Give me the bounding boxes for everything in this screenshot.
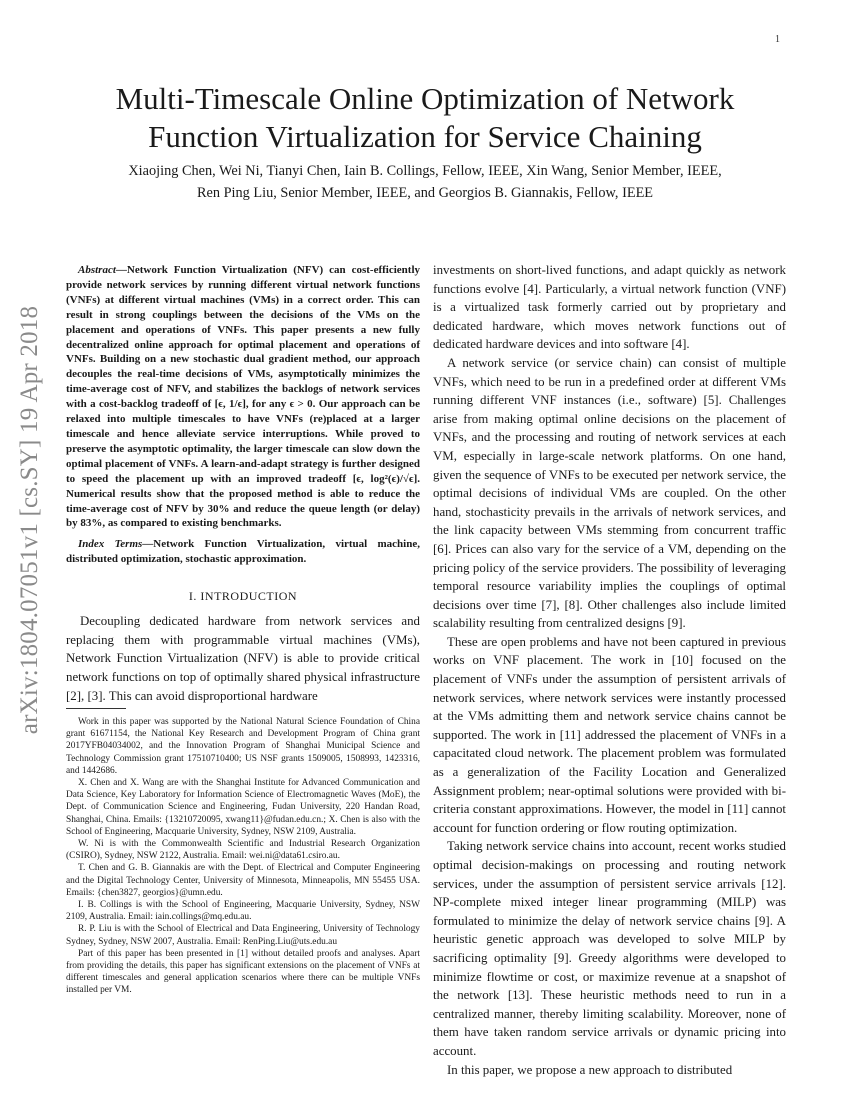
left-column [66, 263, 420, 705]
abstract [66, 263, 420, 531]
abstract-label: Abstract [78, 264, 116, 276]
section-heading-introduction: I. INTRODUCTION [188, 589, 298, 604]
authors-line-1: Xiaojing Chen, Wei Ni, Tianyi Chen, Iain B. Collings, Fellow, IEEE, Xin Wang, Senior Member, IEEE, [128, 163, 722, 179]
author-list [70, 160, 780, 204]
footnote-affiliation-collings: I. B. Collings is with the School of Engineering, Macquarie University, Sydney, NSW 2109, Australia. Email: iain.collings@mq.edu.au. [66, 900, 420, 923]
right-column [433, 261, 786, 1079]
authors-line-2: Ren Ping Liu, Senior Member, IEEE, and Georgios B. Giannakis, Fellow, IEEE [196, 185, 654, 201]
footnote-funding: Work in this paper was supported by the National Natural Science Foundation of China grant 61671154, the National Key Research and Development Program of China grant 2017YFB04034002, and the Innovation Program of Shanghai Municipal Science and Technology Commission grant 17510710400; US NSF grants 1509005, 1508993, 1423316, and 1442686. [66, 717, 420, 776]
footnote-prior-work: Part of this paper has been presented in [1] without detailed proofs and analyses. Apart from providing the details, this paper has significant extensions on the placement of VNFs at different timescales and general application scenarios where there can be multiple VNFs installed per VM. [66, 948, 420, 996]
footnote-affiliation-ni: W. Ni is with the Commonwealth Scientific and Industrial Research Organization (CSIRO), Sydney, NSW 2122, Australia. Email: wei.ni@data61.csiro.au. [66, 839, 420, 862]
body-paragraph: In this paper, we propose a new approach to distributed [447, 1062, 733, 1077]
paper-title [60, 80, 790, 156]
intro-paragraph: Decoupling dedicated hardware from network services and replacing them with programmable virtual machines (VMs), Network Function Virtualization (NFV) is able to provide critical network functions on top of optimally shared physical infrastructure [2], [3]. This can avoid disproportional hardware [66, 614, 420, 703]
abstract-text: —Network Function Virtualization (NFV) can cost-efficiently provide network services by running different virtual network functions (VNFs) at different virtual machines (VMs) in a correct order. This can result in strong couplings between the decisions of the VMs on the placement and operations of VNFs. This paper presents a new fully decentralized online approach for optimal placement and operations of VNFs. Building on a new stochastic dual gradient method, our approach decouples the real-time decisions of VMs, asymptotically minimizes the time-average cost of NFV, and stabilizes the backlogs of network services with a cost-backlog tradeoff of [ϵ, 1/ϵ], for any ϵ > 0. Our approach can be relaxed into multiple timescales to have VNFs (re)placed at a larger timescale and hence alleviate service interruptions. While proved to preserve the asymptotic optimality, the larger timescale can slow down the optimal placement of VNFs. A learn-and-adapt strategy is further designed to speed the placement up with an improved tradeoff [ϵ, log²(ϵ)/√ϵ]. Numerical results show that the proposed method is able to reduce the time-average cost of NFV by 30% and reduce the queue length (or delay) by 83%, as compared to existing benchmarks. [66, 264, 420, 530]
footnote-affiliation-chen-giannakis: T. Chen and G. B. Giannakis are with the Dept. of Electrical and Computer Engineering and the Digital Technology Center, University of Minnesota, Minneapolis, MN 55455 USA. Emails: {chen3827, georgios}@umn.edu. [66, 863, 420, 898]
body-paragraph-continuation: investments on short-lived functions, and adapt quickly as network functions evolve [4]. Particularly, a virtual network function (VNF) is a virtualized task formerly carried out by proprietary and dedicated hardware, which moves network functions out of dedicated hardware devices and into software [4]. [433, 263, 786, 352]
footnote-affiliation-chen-wang: X. Chen and X. Wang are with the Shanghai Institute for Advanced Communication and Data Science, Key Laboratory for Information Science of Electromagnetic Waves (MoE), the Dept. of Communication Science and Engineering, Fudan University, 220 Handan Road, Shanghai, China. Emails: {13210720095, xwang11}@fudan.edu.cn.; X. Chen is also with the School of Engineering, Macquarie University, Sydney, NSW 2109, Australia. [66, 778, 420, 837]
arxiv-stamp [4, 265, 56, 775]
footnotes [66, 716, 420, 997]
arxiv-stamp-text: arXiv:1804.07051v1 [cs.SY] 19 Apr 2018 [16, 305, 43, 735]
body-paragraph: These are open problems and have not been captured in previous works on VNF placement. The work in [10] focused on the placement of VNFs under the assumption of persistent arrivals of network services, where network services were instantly processed at the VMs admitting them and network service chains cannot be supported. The work in [11] addressed the placement of VNFs in a capacitated cloud network. The placement problem was formulated as a generalization of the Facility Location and Generalized Assignment problem; near-optimal solutions were provided with bi-criteria constant approximations. However, the model in [11] cannot account for function ordering or flow routing optimization. [433, 634, 786, 835]
page-number: 1 [775, 34, 780, 45]
footnote-affiliation-liu: R. P. Liu is with the School of Electrical and Data Engineering, University of Technology Sydney, Sydney, NSW 2007, Australia. Email: RenPing.Liu@uts.edu.au [66, 924, 420, 947]
title-line-1: Multi-Timescale Online Optimization of Network [115, 81, 735, 116]
title-line-2: Function Virtualization for Service Chaining [148, 119, 702, 154]
body-paragraph: A network service (or service chain) can consist of multiple VNFs, which need to be run in a predefined order at different VMs running different VNF instances (i.e., software) [5]. Challenges arise from making optimal online decisions on the placement of VNFs, and the processing and routing of network services at each VM, especially in large-scale network platforms. On one hand, given the sequence of VNFs to be executed per network service, the optimal decisions of individual VMs are coupled. On the other hand, stochasticity prevails in the arrivals of network services, and the link capacity between VMs stemming from concurrent traffic [6]. Prices can also vary for the service of a VM, depending on the pricing policy of the service providers. The possibility of leveraging temporal resource variability implies the couplings of optimal decisions over time [7], [8]. Other challenges also include limited scalability resulting from centralized designs [9]. [433, 355, 786, 631]
footnote-divider [66, 708, 126, 709]
body-paragraph: Taking network service chains into account, recent works studied optimal decision-makings on processing and routing network services, under the assumption of persistent service arrivals [12]. NP-complete mixed integer linear programming (MILP) was formulated to minimize the delay of network service chains [9]. A heuristic genetic approach was developed to solve MILP by sacrificing optimality [9]. Greedy algorithms were developed to minimize flowtime or cost, or maximize revenue at a snapshot of the network [13]. These heuristic methods need to run in a centralized manner, thereby limiting scalability. Moreover, none of them have taken random service arrivals or dynamic pricing into account. [433, 839, 786, 1058]
index-terms-label: Index Terms [78, 538, 143, 551]
index-terms [66, 537, 420, 567]
index-terms-text: —Network Function Virtualization, virtual machine, distributed optimization, stochastic approximation. [66, 538, 420, 566]
